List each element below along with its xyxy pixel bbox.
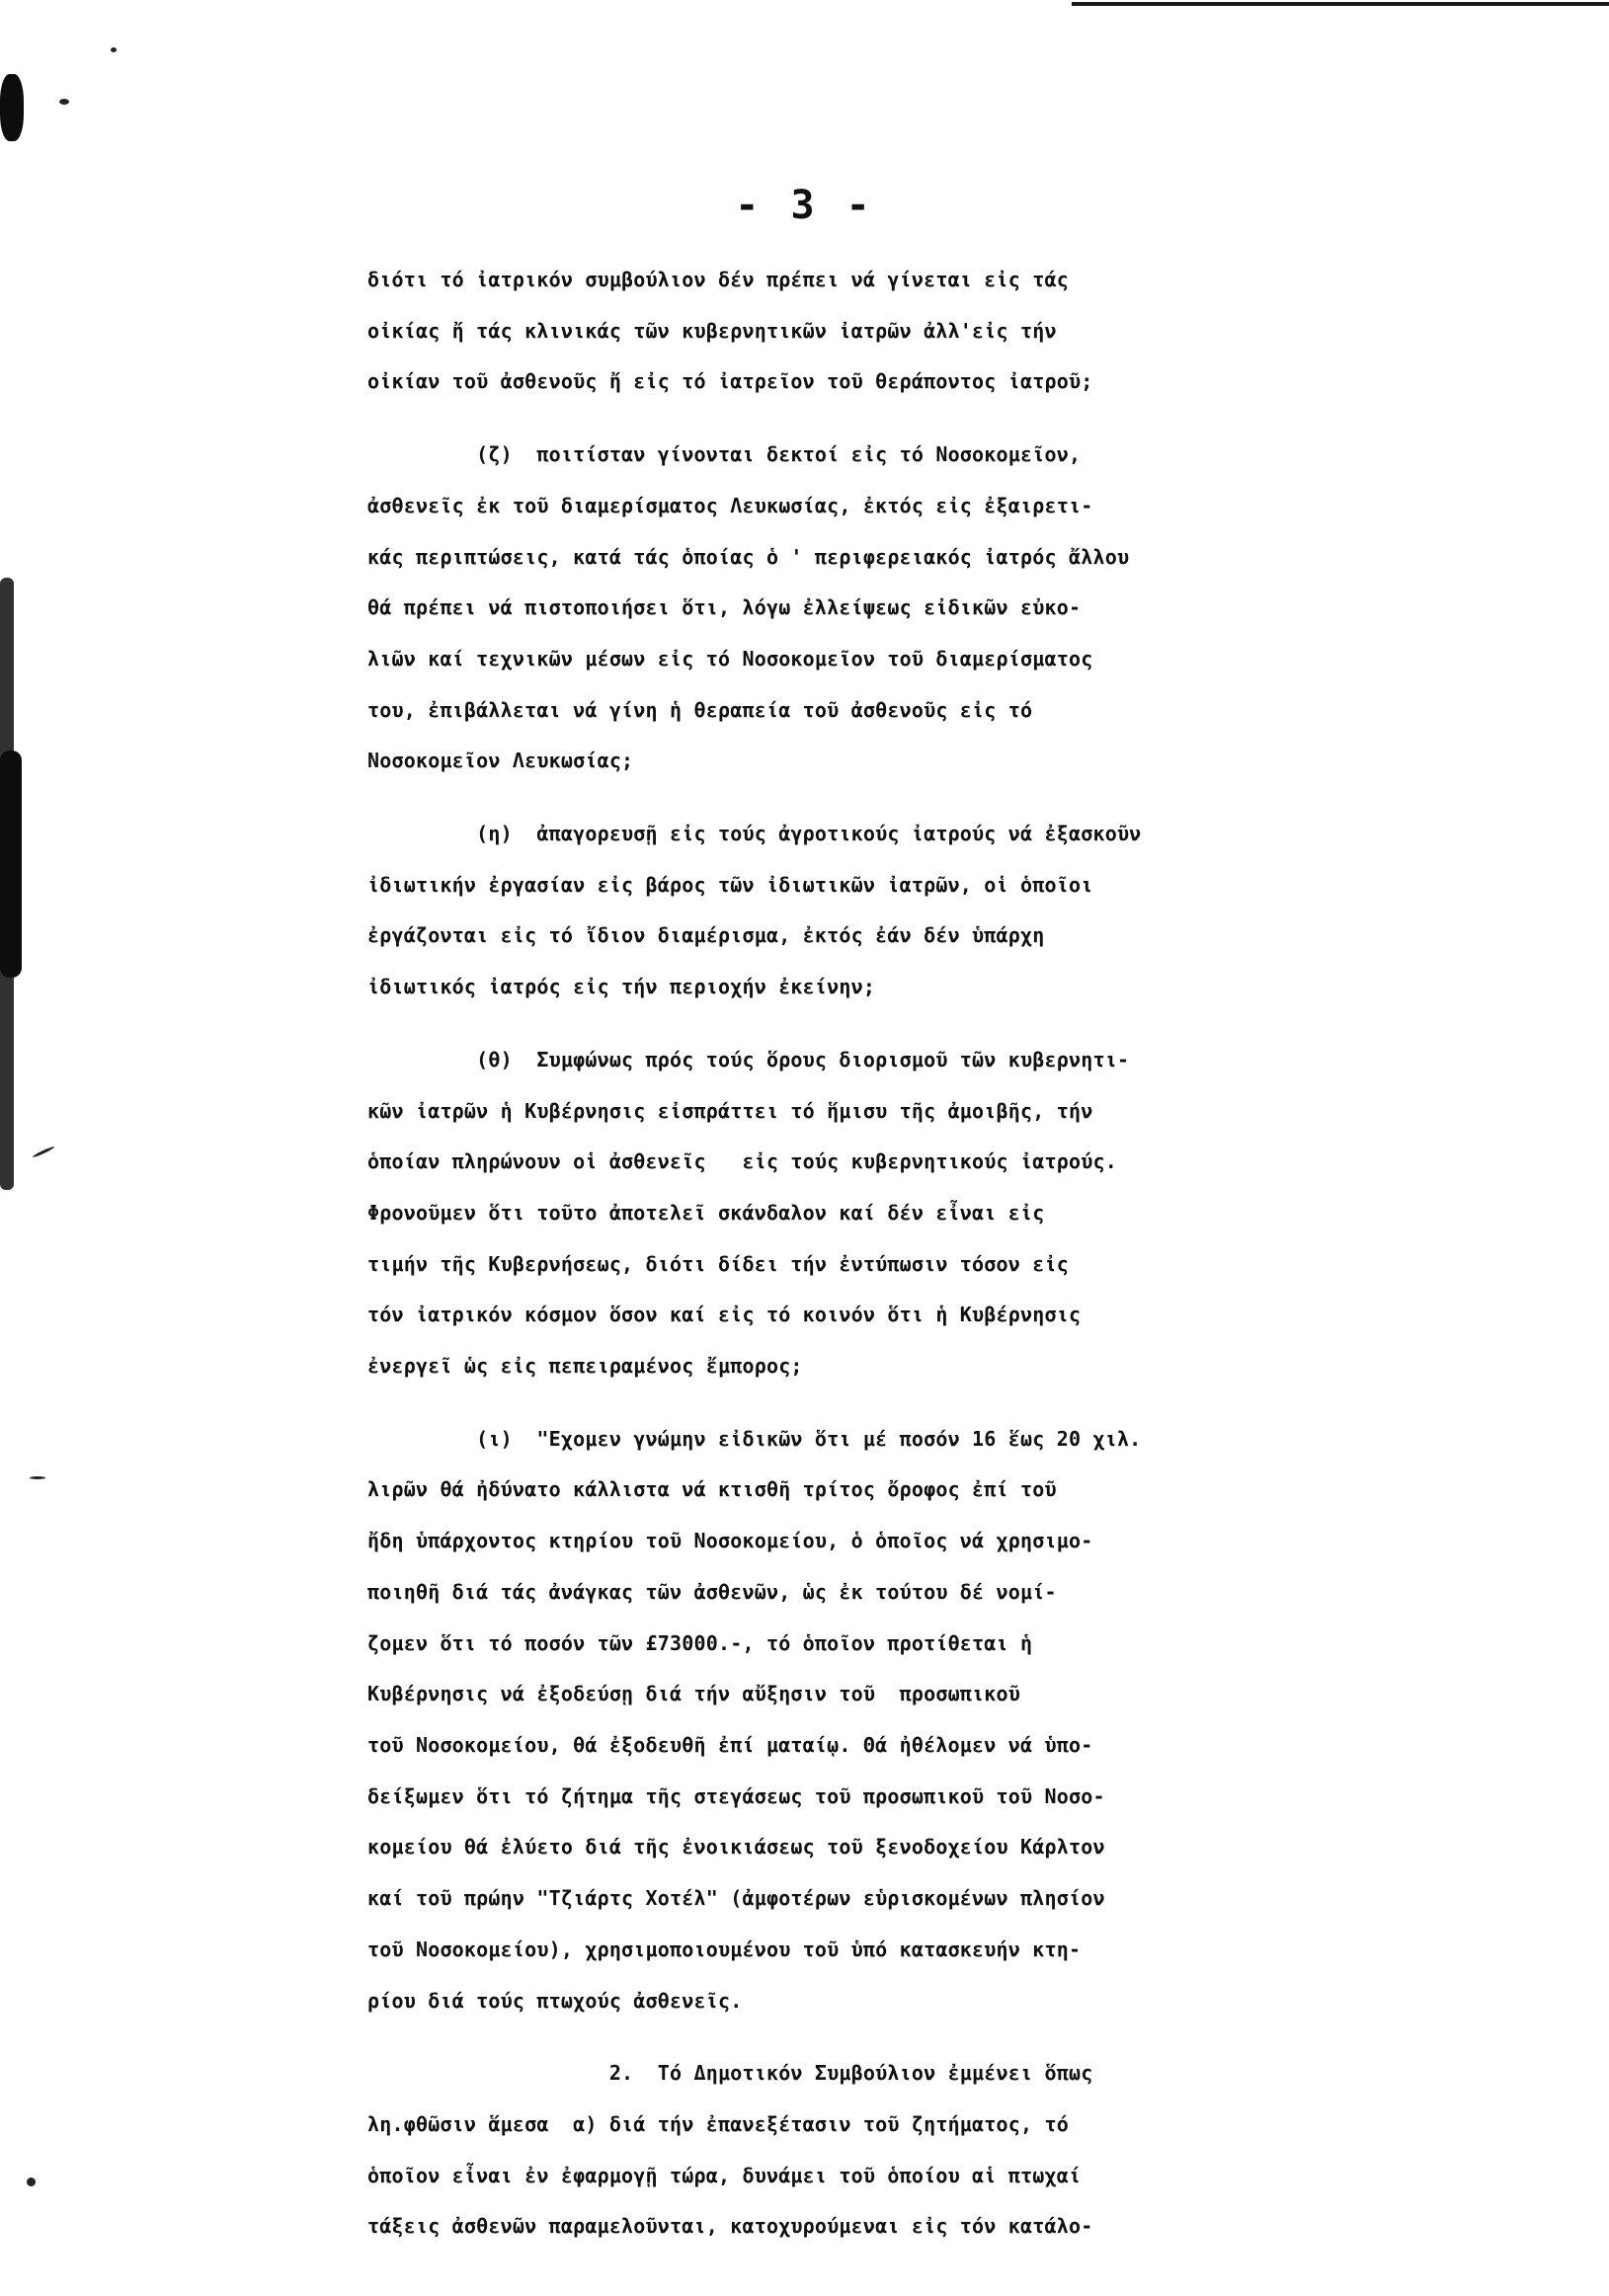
text-line: ἤδη ὑπάρχοντος κτηρίου τοῦ Νοσοκομείου, ὁ ὁποῖος νά χρησιμο- xyxy=(367,1529,1093,1553)
text-line: 2. Τό Δημοτικόν Συμβούλιον ἐμμένει ὅπως xyxy=(367,2061,1093,2086)
text-line: ἐργάζονται εἰς τό ἴδιον διαμέρισμα, ἐκτός ἐάν δέν ὑπάρχη xyxy=(367,923,1045,948)
text-line: ἐνεργεῖ ὡς εἰς πεπειραμένος ἔμπορος; xyxy=(367,1354,803,1379)
paragraph-gap xyxy=(367,1013,1609,1035)
text-line: ἰδιωτικήν ἐργασίαν εἰς βάρος τῶν ἰδιωτικῶν ἰατρῶν, οἱ ὁποῖοι xyxy=(367,872,1093,897)
text-line: (θ) Συμφώνως πρός τούς ὅρους διορισμοῦ τῶν κυβερνητι- xyxy=(367,1047,1130,1071)
scan-margin-mark xyxy=(0,74,24,141)
text-line: κομείου θά ἐλύετο διά τῆς ἐνοικιάσεως τοῦ ξενοδοχείου Κάρλτον xyxy=(367,1835,1105,1860)
text-line: τοῦ Νοσοκομείου), χρησιμοποιουμένου τοῦ ὑπό κατασκευήν κτη- xyxy=(367,1937,1082,1961)
paragraph-gap xyxy=(367,1392,1609,1414)
paragraph-iota xyxy=(367,1414,1609,2026)
text-line: ἀσθενεῖς ἐκ τοῦ διαμερίσματος Λευκωσίας, ἐκτός εἰς ἐξαιρετι- xyxy=(367,493,1093,517)
text-line: ποιηθῆ διά τάς ἀνάγκας τῶν ἀσθενῶν, ὡς ἐκ τούτου δέ νομί- xyxy=(367,1579,1057,1604)
text-line: Φρονοῦμεν ὅτι τοῦτο ἀποτελεῖ σκάνδαλον καί δέν εἶναι εἰς xyxy=(367,1200,1045,1225)
text-line: κάς περιπτώσεις, κατά τάς ὁποίας ὁ ' περιφερειακός ἰατρός ἄλλου xyxy=(367,544,1130,569)
page-number: - 3 - xyxy=(735,183,874,228)
text-line: οἰκίαν τοῦ ἀσθενοῦς ἤ εἰς τό ἰατρεῖον τοῦ θεράποντος ἰατροῦ; xyxy=(367,369,1093,394)
text-line: (ζ) ποιτίσταν γίνονται δεκτοί εἰς τό Νοσοκομεῖον, xyxy=(367,442,1082,467)
text-line: θά πρέπει νά πιστοποιήσει ὅτι, λόγω ἐλλείψεως εἰδικῶν εὐκο- xyxy=(367,595,1082,620)
text-line: ἰδιωτικός ἰατρός εἰς τήν περιοχήν ἐκείνην; xyxy=(367,975,876,999)
text-line: τάξεις ἀσθενῶν παραμελοῦνται, κατοχυρούμεναι εἰς τόν κατάλο- xyxy=(367,2214,1093,2239)
paragraph-gap xyxy=(367,787,1609,809)
text-line: τοῦ Νοσοκομείου, θά ἐξοδευθῆ ἐπί ματαίῳ. Θά ἠθέλομεν νά ὑπο- xyxy=(367,1732,1093,1757)
paragraph-gap xyxy=(367,408,1609,430)
paragraph-eta xyxy=(367,809,1609,1013)
text-line: καί τοῦ πρώην "Τζιάρτς Χοτέλ" (ἀμφοτέρων εὑρισκομένων πλησίον xyxy=(367,1886,1105,1911)
text-line: δείξωμεν ὅτι τό ζήτημα τῆς στεγάσεως τοῦ προσωπικοῦ τοῦ Νοσο- xyxy=(367,1783,1105,1808)
text-line: τόν ἰατρικόν κόσμον ὅσον καί εἰς τό κοινόν ὅτι ἡ Κυβέρνησις xyxy=(367,1303,1082,1327)
text-line: διότι τό ἰατρικόν συμβούλιον δέν πρέπει νά γίνεται εἰς τάς xyxy=(367,268,1069,291)
text-line: λιῶν καί τεχνικῶν μέσων εἰς τό Νοσοκομεῖον τοῦ διαμερίσματος xyxy=(367,646,1093,671)
text-line: του, ἐπιβάλλεται νά γίνη ἡ θεραπεία τοῦ ἀσθενοῦς εἰς τό xyxy=(367,697,1033,722)
text-line: τιμήν τῆς Κυβερνήσεως, διότι δίδει τήν ἐντύπωσιν τόσον εἰς xyxy=(367,1251,1069,1276)
scan-top-rule xyxy=(1072,2,1609,6)
text-line: ὁποῖον εἶναι ἐν ἐφαρμογῇ τώρα, δυνάμει τοῦ ὁποίου αἱ πτωχαί xyxy=(367,2163,1082,2187)
paragraph-theta xyxy=(367,1035,1609,1392)
paragraph-point-2 xyxy=(367,2048,1609,2253)
paragraph-zeta xyxy=(367,430,1609,787)
text-line: κῶν ἰατρῶν ἡ Κυβέρνησις εἰσπράττει τό ἥμισυ τῆς ἀμοιβῆς, τήν xyxy=(367,1098,1093,1123)
text-line: λιρῶν θά ἠδύνατο κάλλιστα νά κτισθῆ τρίτος ὄροφος ἐπί τοῦ xyxy=(367,1477,1057,1502)
text-line: οἰκίας ἤ τάς κλινικάς τῶν κυβερνητικῶν ἰατρῶν ἀλλ'εἰς τήν xyxy=(367,318,1057,343)
scan-speck xyxy=(59,99,69,105)
text-line: Νοσοκομεῖον Λευκωσίας; xyxy=(367,749,634,773)
text-line: ρίου διά τούς πτωχούς ἀσθενεῖς. xyxy=(367,1988,743,2013)
text-line: Κυβέρνησις νά ἐξοδεύσῃ διά τήν αὔξησιν τοῦ προσωπικοῦ xyxy=(367,1682,1021,1706)
text-line: (η) ἀπαγορευσῇ εἰς τούς ἀγροτικούς ἰατρούς νά ἐξασκοῦν xyxy=(367,822,1142,846)
paragraph-gap xyxy=(367,2026,1609,2048)
paragraph-intro xyxy=(367,255,1609,408)
scan-speck xyxy=(30,1476,45,1479)
text-line: ζομεν ὅτι τό ποσόν τῶν £73000.-, τό ὁποῖον προτίθεται ἡ xyxy=(367,1630,1033,1655)
scan-speck xyxy=(27,2177,36,2186)
text-line: λη.φθῶσιν ἅμεσα α) διά τήν ἐπανεξέτασιν τοῦ ζητήματος, τό xyxy=(367,2111,1069,2136)
text-line: (ι) "Εχομεν γνώμην εἰδικῶν ὅτι μέ ποσόν 16 ἕως 20 χιλ. xyxy=(367,1426,1142,1451)
text-line: ὁποίαν πληρώνουν οἱ ἀσθενεῖς εἰς τούς κυβερνητικούς ἰατρούς. xyxy=(367,1149,1117,1174)
typed-text-body xyxy=(367,255,1609,2253)
scan-speck xyxy=(111,47,117,52)
scan-speck xyxy=(32,1146,54,1158)
scan-margin-shadow xyxy=(0,751,22,978)
